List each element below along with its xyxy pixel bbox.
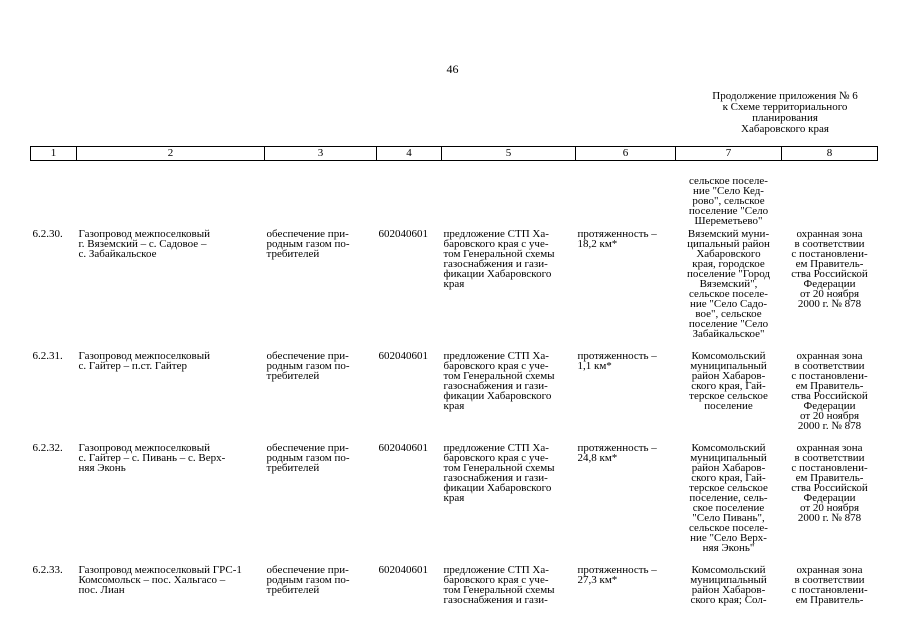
column-number: 6 bbox=[576, 147, 676, 161]
code-cell bbox=[377, 226, 442, 339]
cell-text-line: протяженность – bbox=[577, 442, 657, 454]
cell-text-line: 6.2.33. bbox=[32, 564, 63, 576]
zone-cell bbox=[782, 440, 878, 553]
location-cell bbox=[676, 226, 782, 339]
cell-text-line: охранная зона bbox=[796, 564, 863, 576]
cell-text-line: 602040601 bbox=[378, 228, 428, 240]
cell-text-line: няя Эконь" bbox=[702, 542, 755, 553]
cell-text-line: Комсомольск – пос. Хальгасо – bbox=[78, 574, 226, 586]
cell-text-line: Федерации bbox=[803, 278, 856, 290]
cell-text-line: края, городское bbox=[692, 258, 765, 270]
code-cell bbox=[377, 440, 442, 553]
cell-text-line: ние "Село Кед- bbox=[693, 185, 764, 197]
cell-text-line: ем Правитель- bbox=[795, 380, 864, 392]
cell-text-line: район Хабаров- bbox=[691, 370, 766, 382]
purpose-cell bbox=[265, 161, 377, 227]
column-number-row bbox=[31, 147, 878, 161]
cell-text-line: газоснабжения и гази- bbox=[443, 380, 548, 392]
cell-text-line: ем Правитель- bbox=[795, 594, 864, 606]
cell-text-line: Федерации bbox=[803, 400, 856, 412]
cell-text-line: муниципальный bbox=[690, 574, 767, 586]
cell-text-line: терское сельское bbox=[689, 390, 768, 402]
cell-text-line: вое", сельское bbox=[695, 308, 762, 320]
basis-cell bbox=[442, 440, 576, 553]
characteristics-cell bbox=[576, 562, 676, 625]
zone-cell bbox=[782, 562, 878, 625]
appendix-line: Продолжение приложения № 6 bbox=[712, 90, 858, 102]
code-cell bbox=[377, 161, 442, 227]
code-cell bbox=[377, 562, 442, 625]
cell-text-line: 24,8 км* bbox=[577, 452, 618, 464]
purpose-cell bbox=[265, 440, 377, 553]
object-name-cell bbox=[77, 562, 265, 625]
cell-text-line: сельское поселе- bbox=[689, 288, 768, 300]
cell-text-line: муниципальный bbox=[690, 360, 767, 372]
cell-text-line: протяженность – bbox=[577, 228, 657, 240]
appendix-caption bbox=[690, 91, 880, 135]
cell-text-line: фикации Хабаровского bbox=[443, 482, 552, 494]
cell-text-line: пос. Лиан bbox=[78, 584, 125, 596]
column-number: 7 bbox=[676, 147, 782, 161]
column-number: 5 bbox=[442, 147, 576, 161]
basis-cell bbox=[442, 226, 576, 339]
cell-text-line: Газопровод межпоселковый bbox=[78, 228, 211, 240]
cell-text-line: 602040601 bbox=[378, 442, 428, 454]
cell-text-line: терское сельское bbox=[689, 482, 768, 494]
cell-text-line: с постановлени- bbox=[791, 462, 868, 474]
characteristics-cell bbox=[576, 440, 676, 553]
cell-text-line: 602040601 bbox=[378, 564, 428, 576]
cell-text-line: поселение "Город bbox=[687, 268, 770, 280]
cell-text-line: Вяземский муни- bbox=[687, 228, 770, 240]
cell-text-line: родным газом по- bbox=[266, 574, 350, 586]
cell-text-line: Комсомольский bbox=[691, 442, 766, 454]
column-number: 4 bbox=[377, 147, 442, 161]
cell-text-line: район Хабаров- bbox=[691, 462, 766, 474]
cell-text-line: края bbox=[443, 278, 465, 290]
cell-text-line: Шереметьево" bbox=[694, 215, 763, 226]
location-cell bbox=[676, 562, 782, 625]
cell-text-line: поселение "Село bbox=[688, 318, 769, 330]
cell-text-line: баровского края с уче- bbox=[443, 360, 549, 372]
cell-text-line: 6.2.32. bbox=[32, 442, 63, 454]
cell-text-line: 2000 г. № 878 bbox=[797, 298, 862, 310]
cell-text-line: 6.2.30. bbox=[32, 228, 63, 240]
cell-text-line: ние "Село Верх- bbox=[690, 532, 767, 544]
cell-text-line: от 20 ноября bbox=[799, 410, 860, 422]
location-cell bbox=[676, 348, 782, 431]
cell-text-line: рово", сельское bbox=[692, 195, 765, 207]
cell-text-line: ское поселение bbox=[692, 502, 765, 514]
purpose-cell bbox=[265, 348, 377, 431]
cell-text-line: в соответствии bbox=[794, 360, 865, 372]
cell-text-line: сельское поселе- bbox=[689, 175, 768, 187]
zone-cell bbox=[782, 348, 878, 431]
zone-cell bbox=[782, 226, 878, 339]
cell-text-line: том Генеральной схемы bbox=[443, 462, 555, 474]
cell-text-line: с постановлени- bbox=[791, 370, 868, 382]
cell-text-line: предложение СТП Ха- bbox=[443, 564, 549, 576]
cell-text-line: Комсомольский bbox=[691, 350, 766, 362]
cell-text-line: родным газом по- bbox=[266, 360, 350, 372]
cell-text-line: ства Российской bbox=[791, 482, 868, 494]
cell-text-line: охранная зона bbox=[796, 228, 863, 240]
cell-text-line: края bbox=[443, 400, 465, 412]
characteristics-cell bbox=[576, 348, 676, 431]
cell-text-line: муниципальный bbox=[690, 452, 767, 464]
cell-text-line: обеспечение при- bbox=[266, 564, 349, 576]
cell-text-line: с постановлени- bbox=[791, 248, 868, 260]
cell-text-line: предложение СТП Ха- bbox=[443, 442, 549, 454]
continuation-row bbox=[31, 161, 878, 227]
cell-text-line: фикации Хабаровского bbox=[443, 390, 552, 402]
cell-text-line: Федерации bbox=[803, 492, 856, 504]
cell-text-line: ем Правитель- bbox=[795, 258, 864, 270]
cell-text-line: в соответствии bbox=[794, 452, 865, 464]
cell-text-line: ства Российской bbox=[791, 390, 868, 402]
cell-text-line: газоснабжения и гази- bbox=[443, 594, 548, 606]
cell-text-line: 2000 г. № 878 bbox=[797, 512, 862, 524]
cell-text-line: охранная зона bbox=[796, 350, 863, 362]
cell-text-line: 27,3 км* bbox=[577, 574, 618, 586]
cell-text-line: с. Забайкальское bbox=[78, 248, 157, 260]
cell-text-line: требителей bbox=[266, 370, 320, 382]
cell-text-line: требителей bbox=[266, 462, 320, 474]
cell-text-line: баровского края с уче- bbox=[443, 238, 549, 250]
cell-text-line: от 20 ноября bbox=[799, 502, 860, 514]
table-row bbox=[31, 440, 878, 553]
item-number-cell bbox=[31, 226, 77, 339]
column-number: 3 bbox=[265, 147, 377, 161]
cell-text-line: баровского края с уче- bbox=[443, 574, 549, 586]
cell-text-line: 1,1 км* bbox=[577, 360, 612, 372]
cell-text-line: обеспечение при- bbox=[266, 228, 349, 240]
cell-text-line: ем Правитель- bbox=[795, 472, 864, 484]
cell-text-line: в соответствии bbox=[794, 574, 865, 586]
cell-text-line: 18,2 км* bbox=[577, 238, 618, 250]
cell-text-line: края bbox=[443, 492, 465, 504]
item-number-cell bbox=[31, 161, 77, 227]
cell-text-line: няя Эконь bbox=[78, 462, 126, 474]
column-number: 1 bbox=[31, 147, 77, 161]
cell-text-line: Комсомольский bbox=[691, 564, 766, 576]
location-cell bbox=[676, 161, 782, 227]
cell-text-line: ципальный район bbox=[687, 238, 770, 250]
appendix-line: планирования bbox=[752, 112, 818, 124]
cell-text-line: Вяземский", bbox=[699, 278, 758, 290]
basis-cell bbox=[442, 348, 576, 431]
cell-text-line: обеспечение при- bbox=[266, 350, 349, 362]
item-number-cell bbox=[31, 562, 77, 625]
cell-text-line: родным газом по- bbox=[266, 452, 350, 464]
cell-text-line: требителей bbox=[266, 248, 320, 260]
item-number-cell bbox=[31, 440, 77, 553]
cell-text-line: Забайкальское" bbox=[692, 328, 765, 339]
cell-text-line: г. Вяземский – с. Садовое – bbox=[78, 238, 207, 250]
cell-text-line: от 20 ноября bbox=[799, 288, 860, 300]
column-number: 8 bbox=[782, 147, 878, 161]
cell-text-line: ского края; Сол- bbox=[690, 594, 767, 606]
cell-text-line: газоснабжения и гази- bbox=[443, 472, 548, 484]
cell-text-line: том Генеральной схемы bbox=[443, 370, 555, 382]
table-row bbox=[31, 562, 878, 625]
cell-text-line: баровского края с уче- bbox=[443, 452, 549, 464]
cell-text-line: Газопровод межпоселковый bbox=[78, 442, 211, 454]
cell-text-line: "Село Пивань", bbox=[692, 512, 765, 524]
cell-text-line: родным газом по- bbox=[266, 238, 350, 250]
cell-text-line: ского края, Гай- bbox=[691, 380, 766, 392]
cell-text-line: протяженность – bbox=[577, 564, 657, 576]
cell-text-line: обеспечение при- bbox=[266, 442, 349, 454]
cell-text-line: газоснабжения и гази- bbox=[443, 258, 548, 270]
purpose-cell bbox=[265, 562, 377, 625]
cell-text-line: предложение СТП Ха- bbox=[443, 350, 549, 362]
planning-table bbox=[30, 146, 878, 625]
basis-cell bbox=[442, 562, 576, 625]
cell-text-line: требителей bbox=[266, 584, 320, 596]
cell-text-line: том Генеральной схемы bbox=[443, 584, 555, 596]
cell-text-line: Газопровод межпоселковый bbox=[78, 350, 211, 362]
object-name-cell bbox=[77, 440, 265, 553]
purpose-cell bbox=[265, 226, 377, 339]
cell-text-line: ского края, Гай- bbox=[691, 472, 766, 484]
column-number: 2 bbox=[77, 147, 265, 161]
location-cell bbox=[676, 440, 782, 553]
cell-text-line: ние "Село Садо- bbox=[690, 298, 767, 310]
cell-text-line: 602040601 bbox=[378, 350, 428, 362]
object-name-cell bbox=[77, 226, 265, 339]
appendix-line: Хабаровского края bbox=[741, 123, 829, 135]
cell-text-line: протяженность – bbox=[577, 350, 657, 362]
appendix-line: к Схеме территориального bbox=[722, 101, 848, 113]
cell-text-line: поселение "Село bbox=[688, 205, 769, 217]
item-number-cell bbox=[31, 348, 77, 431]
cell-text-line: поселение bbox=[704, 400, 753, 412]
cell-text-line: Хабаровского bbox=[696, 248, 761, 260]
table-row bbox=[31, 348, 878, 431]
cell-text-line: охранная зона bbox=[796, 442, 863, 454]
table-row bbox=[31, 226, 878, 339]
characteristics-cell bbox=[576, 226, 676, 339]
cell-text-line: фикации Хабаровского bbox=[443, 268, 552, 280]
code-cell bbox=[377, 348, 442, 431]
cell-text-line: предложение СТП Ха- bbox=[443, 228, 549, 240]
characteristics-cell bbox=[576, 161, 676, 227]
object-name-cell bbox=[77, 161, 265, 227]
cell-text-line: Газопровод межпоселковый ГРС-1 bbox=[78, 564, 242, 576]
object-name-cell bbox=[77, 348, 265, 431]
basis-cell bbox=[442, 161, 576, 227]
zone-cell bbox=[782, 161, 878, 227]
cell-text-line: с постановлени- bbox=[791, 584, 868, 596]
cell-text-line: том Генеральной схемы bbox=[443, 248, 555, 260]
cell-text-line: в соответствии bbox=[794, 238, 865, 250]
cell-text-line: 2000 г. № 878 bbox=[797, 420, 862, 431]
cell-text-line: ства Российской bbox=[791, 268, 868, 280]
cell-text-line: поселение, сель- bbox=[689, 492, 768, 504]
cell-text-line: с. Гайтер – с. Пивань – с. Верх- bbox=[78, 452, 226, 464]
cell-text-line: район Хабаров- bbox=[691, 584, 766, 596]
cell-text-line: с. Гайтер – п.ст. Гайтер bbox=[78, 360, 187, 372]
cell-text-line: сельское поселе- bbox=[689, 522, 768, 534]
cell-text-line: 6.2.31. bbox=[32, 350, 63, 362]
page-number: 46 bbox=[446, 62, 459, 76]
